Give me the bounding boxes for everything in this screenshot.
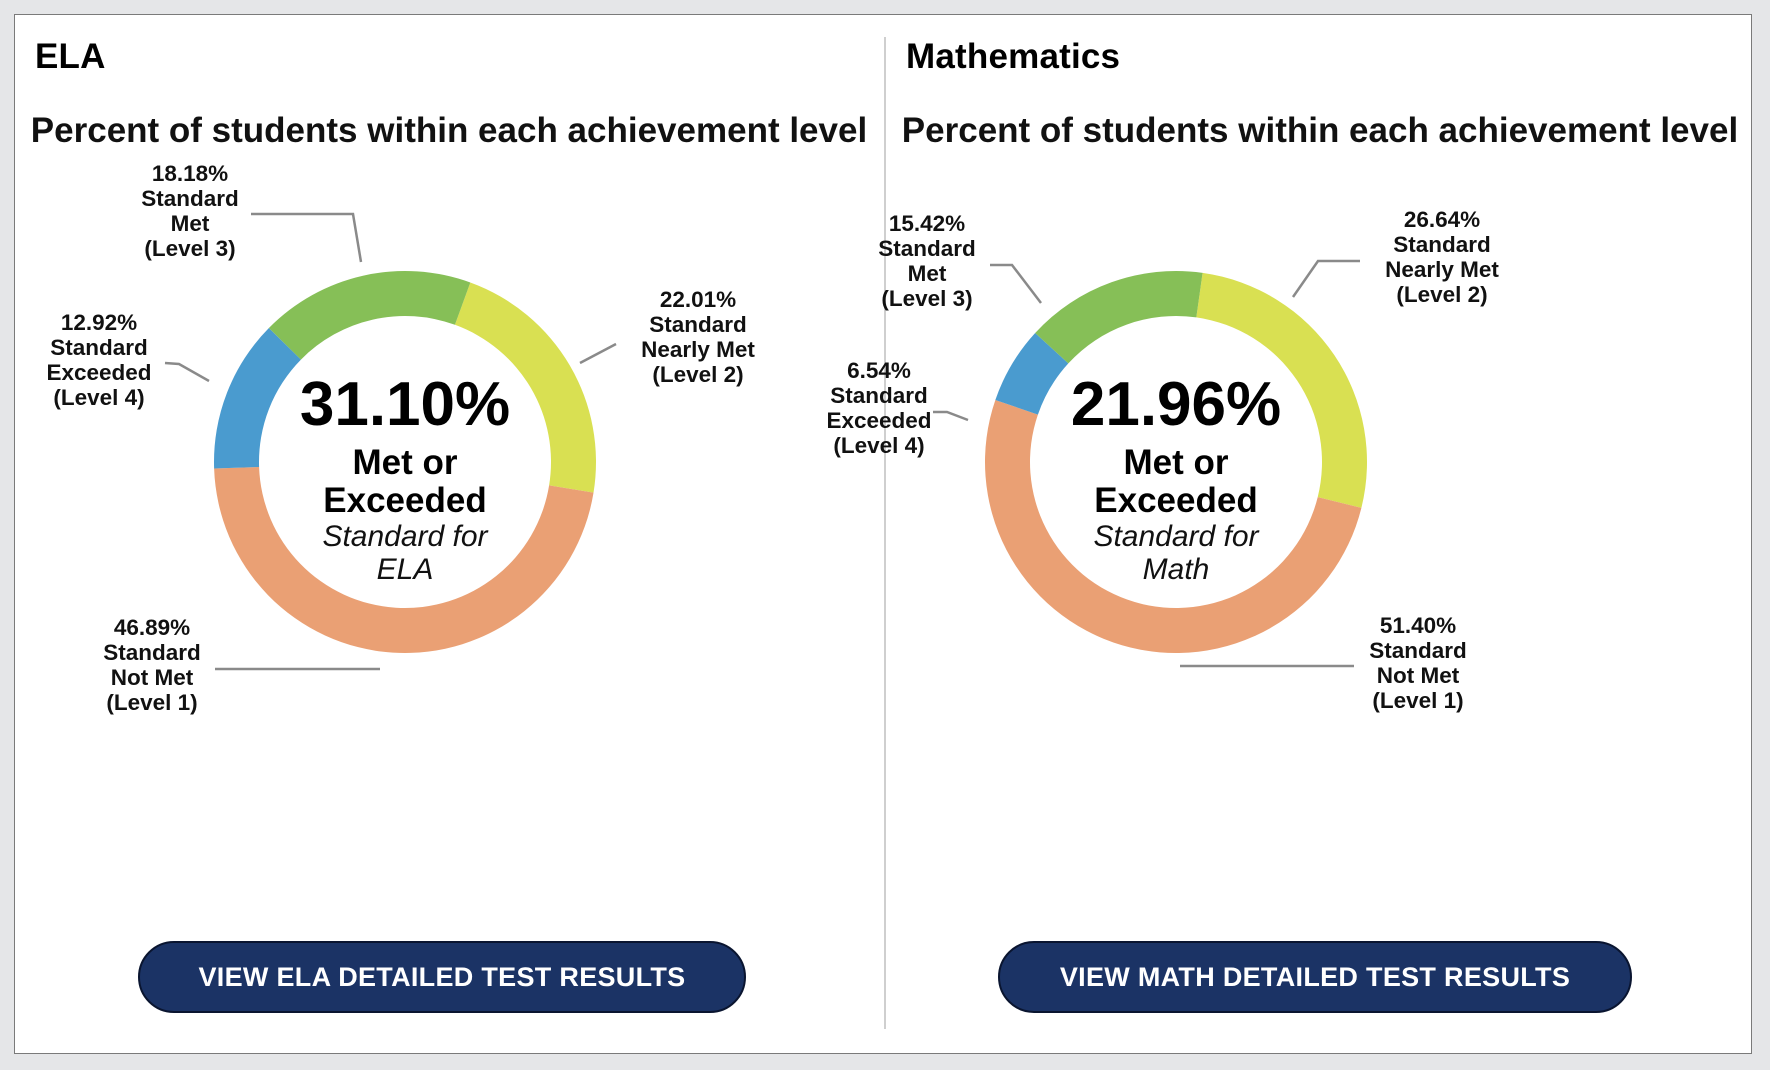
math-center-summary [1071, 370, 1281, 586]
math-slice-level-3-met [1035, 271, 1202, 363]
ela-label-level-1-not-met-line-3: Not Met [110, 665, 194, 690]
ela-panel [15, 15, 883, 1053]
math-label-level-2-nearly-met-line-4: (Level 2) [1396, 282, 1488, 307]
math-label-level-4-exceeded-line-2: Standard [830, 383, 928, 408]
ela-chart-title: Percent of students within each achievement level [30, 111, 868, 150]
ela-label-level-2-nearly-met [641, 287, 755, 387]
ela-label-level-2-nearly-met-line-2: Standard [649, 312, 747, 337]
math-label-level-4-exceeded-line-3: Exceeded [826, 408, 932, 433]
ela-label-level-3-met-line-1: 18.18% [151, 161, 229, 186]
view-math-results-button[interactable]: VIEW MATH DETAILED TEST RESULTS [998, 941, 1632, 1013]
ela-label-level-4-exceeded-line-2: Standard [50, 335, 148, 360]
math-label-level-1-not-met [1369, 613, 1467, 713]
ela-slice-level-4-exceeded [214, 328, 301, 469]
math-leader-level-2-nearly-met [1293, 261, 1360, 297]
math-leader-level-3-met [990, 265, 1041, 303]
math-label-level-2-nearly-met-line-1: 26.64% [1403, 207, 1481, 232]
ela-label-level-3-met [141, 161, 239, 261]
ela-center-line3: Standard for [322, 520, 488, 553]
math-leader-level-4-exceeded [933, 412, 968, 420]
math-label-level-2-nearly-met-line-2: Standard [1393, 232, 1491, 257]
math-label-level-3-met-line-3: Met [907, 261, 947, 286]
math-label-level-1-not-met-line-1: 51.40% [1379, 613, 1457, 638]
ela-label-level-1-not-met-line-2: Standard [103, 640, 201, 665]
ela-center-value: 31.10% [299, 370, 511, 439]
ela-label-level-2-nearly-met-line-1: 22.01% [659, 287, 737, 312]
ela-center-line1: Met or [352, 443, 458, 482]
ela-slice-level-3-met [269, 271, 470, 360]
math-label-level-1-not-met-line-4: (Level 1) [1372, 688, 1464, 713]
math-label-level-3-met-line-2: Standard [878, 236, 976, 261]
ela-title: ELA [35, 37, 106, 76]
math-center-value: 21.96% [1070, 370, 1282, 439]
ela-label-level-4-exceeded-line-3: Exceeded [46, 360, 152, 385]
ela-donut-chart [15, 15, 883, 915]
ela-leader-level-4-exceeded [165, 363, 209, 381]
math-title: Mathematics [906, 37, 1121, 76]
results-frame [14, 14, 1752, 1054]
ela-leader-level-3-met [251, 214, 361, 262]
math-center-line3: Standard for [1093, 520, 1259, 553]
math-label-level-1-not-met-line-3: Not Met [1376, 663, 1460, 688]
ela-label-level-2-nearly-met-line-4: (Level 2) [652, 362, 744, 387]
math-label-level-3-met-line-4: (Level 3) [881, 286, 973, 311]
math-center-line4: Math [1142, 553, 1210, 586]
ela-center-line4: ELA [376, 553, 434, 586]
view-ela-results-button[interactable]: VIEW ELA DETAILED TEST RESULTS [138, 941, 746, 1013]
ela-label-level-1-not-met-line-4: (Level 1) [106, 690, 198, 715]
math-label-level-4-exceeded-line-4: (Level 4) [833, 433, 925, 458]
ela-label-level-2-nearly-met-line-3: Nearly Met [641, 337, 755, 362]
math-center-line1: Met or [1123, 443, 1229, 482]
math-panel [826, 15, 1754, 1053]
ela-label-level-4-exceeded-line-4: (Level 4) [53, 385, 145, 410]
math-label-level-3-met-line-1: 15.42% [888, 211, 966, 236]
math-center-line2: Exceeded [1094, 481, 1258, 520]
math-chart-title: Percent of students within each achievement level [901, 111, 1739, 150]
math-label-level-4-exceeded-line-1: 6.54% [847, 358, 911, 383]
math-label-level-2-nearly-met-line-3: Nearly Met [1385, 257, 1499, 282]
ela-center-line2: Exceeded [323, 481, 487, 520]
ela-label-level-1-not-met-line-1: 46.89% [113, 615, 191, 640]
ela-label-level-4-exceeded [46, 310, 151, 410]
ela-label-level-4-exceeded-line-1: 12.92% [60, 310, 138, 335]
ela-label-level-3-met-line-2: Standard [141, 186, 239, 211]
ela-label-level-3-met-line-4: (Level 3) [144, 236, 236, 261]
math-label-level-1-not-met-line-2: Standard [1369, 638, 1467, 663]
ela-center-summary [300, 370, 510, 586]
ela-leader-level-2-nearly-met [580, 344, 616, 363]
math-donut-chart [826, 15, 1754, 915]
ela-label-level-3-met-line-3: Met [170, 211, 210, 236]
math-label-level-2-nearly-met [1385, 207, 1499, 307]
ela-label-level-1-not-met [103, 615, 201, 715]
math-label-level-3-met [878, 211, 976, 311]
